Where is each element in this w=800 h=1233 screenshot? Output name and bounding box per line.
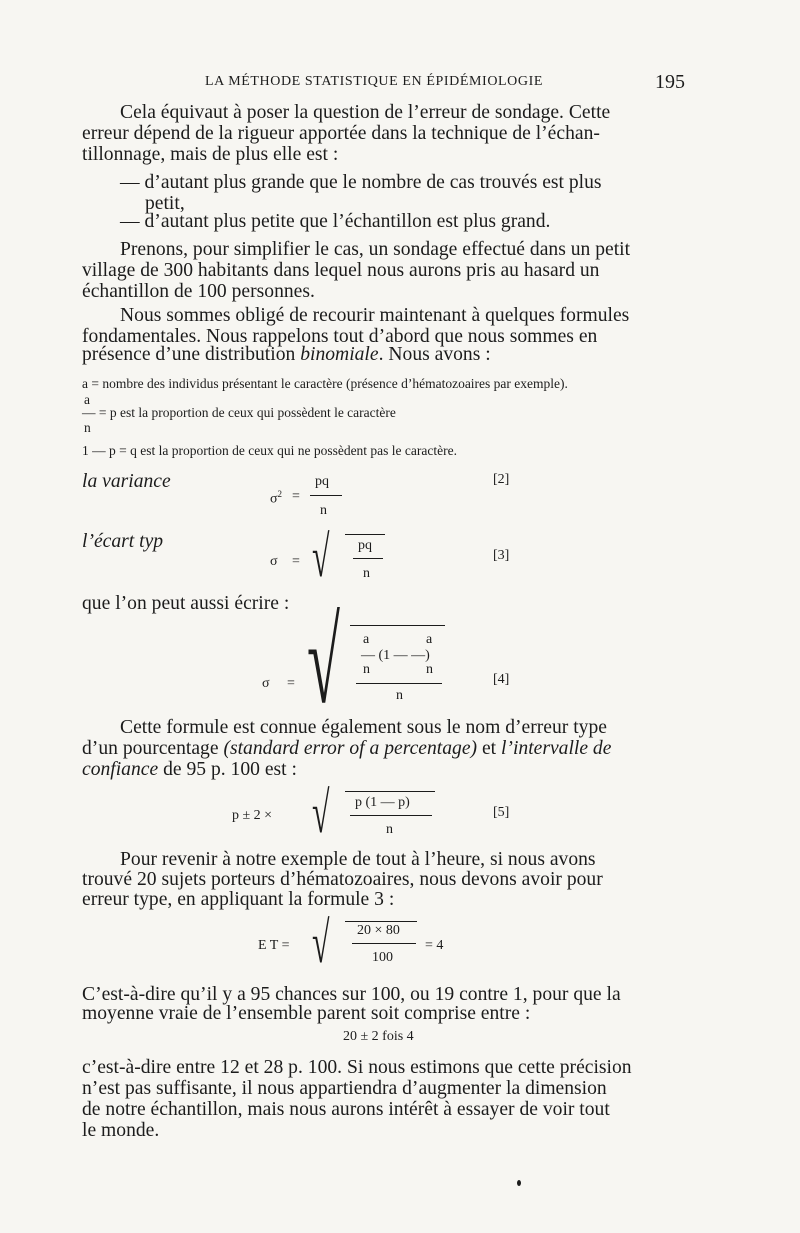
para7-line1: c’est-à-dire entre 12 et 28 p. 100. Si nous estimons que cette précision (82, 1057, 632, 1078)
para4-line2: d’un pourcentage (standard error of a percentage) et l’intervalle de (82, 738, 612, 759)
para3-line3: présence d’une distribution binomiale. Nous avons : (82, 344, 491, 365)
ecart-radical-overline (345, 534, 385, 535)
ink-mark (517, 1180, 521, 1186)
f4-n2: n (426, 662, 433, 677)
running-title: LA MÉTHODE STATISTIQUE EN ÉPIDÉMIOLOGIE (205, 74, 544, 89)
ecart-sigma: σ (270, 554, 278, 569)
ecart-equals: = (292, 554, 300, 569)
def-p: — = p est la proportion de ceux qui possèdent le caractère (82, 405, 396, 420)
def-p-numerator: a (84, 392, 90, 407)
variance-equals: = (292, 489, 300, 504)
para1-line3: tillonnage, mais de plus elle est : (82, 144, 339, 165)
f4-a2: a (426, 632, 433, 647)
variance-label: la variance (82, 471, 171, 492)
f5-fraction-bar (350, 815, 432, 816)
f4-middle: — (1 — —) (361, 648, 430, 663)
f5-lhs: p ± 2 × (232, 808, 273, 823)
f4-fraction-bar (356, 683, 442, 684)
et-radical-icon: √ (312, 910, 330, 975)
et-fraction-bar (352, 943, 416, 944)
variance-equation-number: [2] (493, 472, 510, 487)
aussi-ecrire: que l’on peut aussi écrire : (82, 593, 290, 614)
f5-radical-overline (345, 791, 435, 792)
f4-equation-number: [4] (493, 672, 510, 687)
para6-line2: moyenne vraie de l’ensemble parent soit comprise entre : (82, 1003, 531, 1024)
et-radical-overline (345, 921, 417, 922)
f4-radical-icon: √ (307, 595, 340, 728)
et-denominator: 100 (372, 950, 393, 965)
ecart-fraction-bar (353, 558, 383, 559)
et-numerator: 20 × 80 (357, 923, 400, 938)
para4-line1: Cette formule est connue également sous le nom d’erreur type (120, 717, 607, 738)
f5-denominator: n (386, 822, 393, 837)
f4-radical-overline (350, 625, 445, 626)
f5-radical-icon: √ (312, 780, 330, 845)
variance-fraction-bar (310, 495, 342, 496)
f4-denominator: n (396, 688, 403, 703)
para7-line4: le monde. (82, 1120, 160, 1141)
para6-range: 20 ± 2 fois 4 (343, 1029, 414, 1044)
variance-numerator: pq (315, 474, 329, 489)
et-result: = 4 (425, 938, 444, 953)
para5-line3: erreur type, en appliquant la formule 3 : (82, 889, 395, 910)
ecart-type-label: l’écart typ (82, 531, 164, 552)
para3-line2: fondamentales. Nous rappelons tout d’abord que nous sommes en (82, 326, 598, 347)
def-p-denominator: n (84, 420, 91, 435)
para2-line1: Prenons, pour simplifier le cas, un sondage effectué dans un petit (120, 239, 631, 260)
variance-denominator: n (320, 503, 327, 518)
para7-line3: de notre échantillon, mais nous aurons intérêt à essayer de voir tout (82, 1099, 610, 1120)
bullet1-line2: petit, (145, 193, 185, 214)
para5-line1: Pour revenir à notre exemple de tout à l’heure, si nous avons (120, 849, 596, 870)
para7-line2: n’est pas suffisante, il nous appartiendra d’augmenter la dimension (82, 1078, 607, 1099)
f4-a1: a (363, 632, 370, 647)
f4-sigma: σ (262, 676, 270, 691)
para2-line2: village de 300 habitants dans lequel nous aurons pris au hasard un (82, 260, 600, 281)
bullet1-line1: — d’autant plus grande que le nombre de cas trouvés est plus (120, 172, 602, 193)
f4-n1: n (363, 662, 370, 677)
para2-line3: échantillon de 100 personnes. (82, 281, 315, 302)
para3-line1: Nous sommes obligé de recourir maintenant à quelques formules (120, 305, 630, 326)
et-lhs: E T = (258, 938, 290, 953)
variance-sigma: $\sigma^2$ (270, 489, 283, 507)
bullet2: — d’autant plus petite que l’échantillon est plus grand. (120, 211, 551, 232)
para1-line1: Cela équivaut à poser la question de l’erreur de sondage. Cette (120, 102, 611, 123)
f4-equals: = (287, 676, 295, 691)
f5-numerator: p (1 — p) (355, 795, 410, 810)
f5-equation-number: [5] (493, 805, 510, 820)
ecart-radical-icon: √ (312, 524, 330, 589)
def-q: 1 — p = q est la proportion de ceux qui ne possèdent pas le caractère. (82, 443, 457, 458)
para1-line2: erreur dépend de la rigueur apportée dans la technique de l’échan- (82, 123, 600, 144)
ecart-equation-number: [3] (493, 548, 510, 563)
ecart-numerator: pq (358, 538, 372, 553)
ecart-denominator: n (363, 566, 370, 581)
para4-line3: confiance de 95 p. 100 est : (82, 759, 297, 780)
page-number: 195 (655, 71, 685, 93)
para5-line2: trouvé 20 sujets porteurs d’hématozoaires, nous devons avoir pour (82, 869, 603, 890)
para6-line1: C’est-à-dire qu’il y a 95 chances sur 100, ou 19 contre 1, pour que la (82, 984, 621, 1005)
def-a: a = nombre des individus présentant le caractère (présence d’hématozoaires par exemple). (82, 376, 568, 391)
